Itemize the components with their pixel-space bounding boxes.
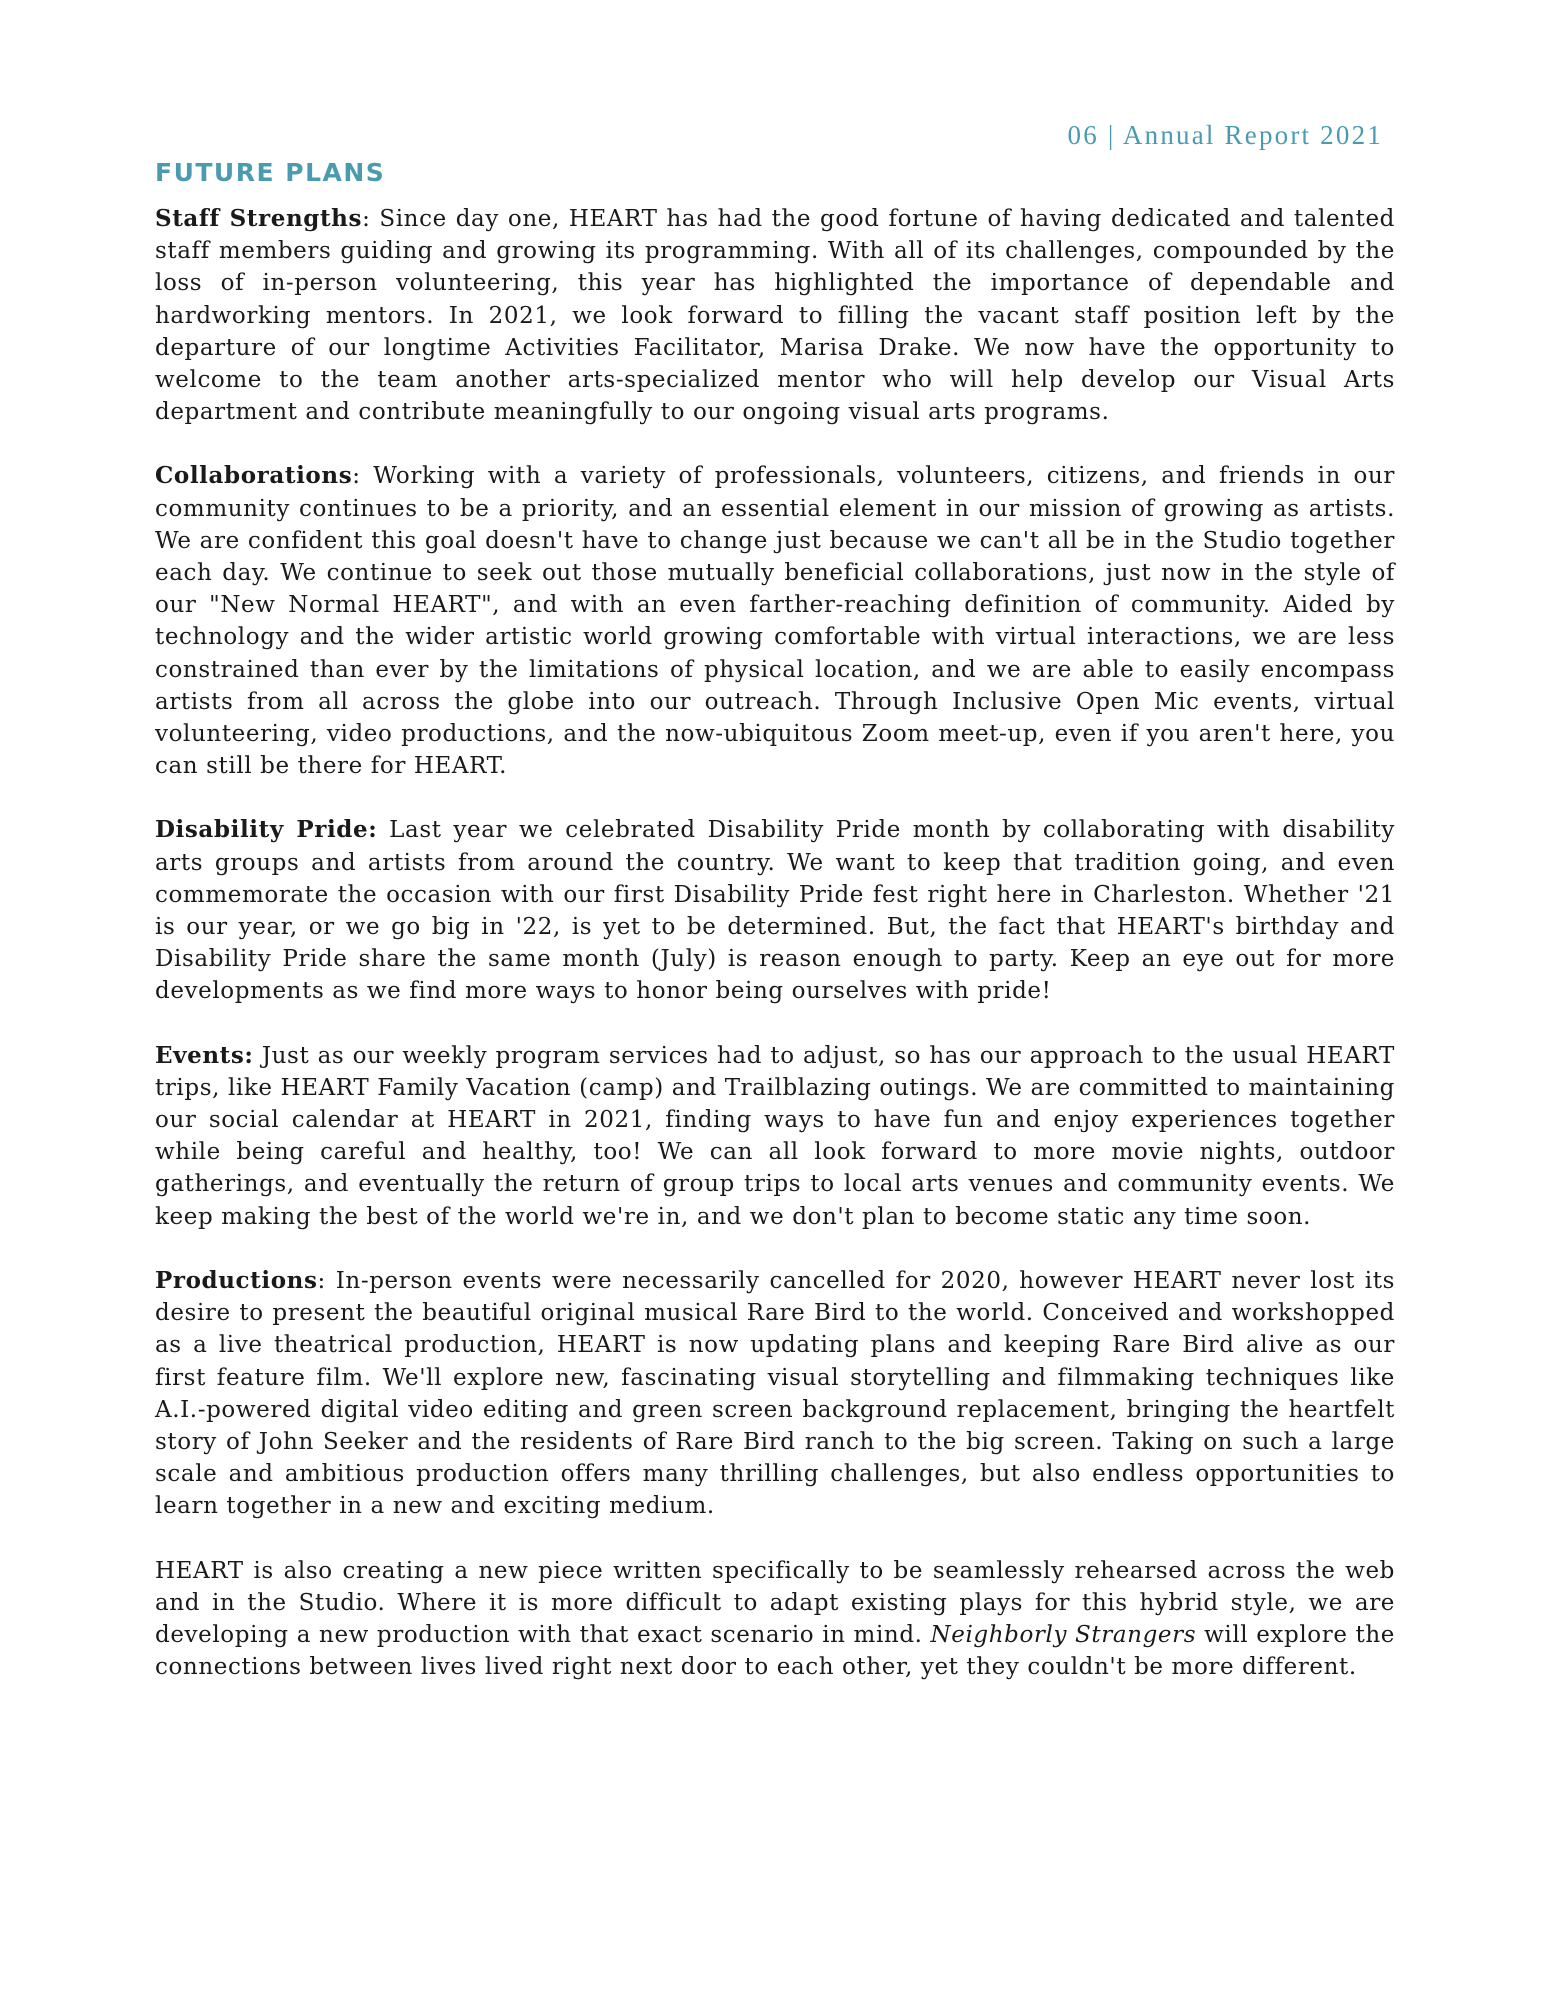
heading-suffix: : (317, 1267, 326, 1294)
paragraph-heading: Events: (155, 1041, 254, 1069)
paragraph-collaborations (155, 460, 1395, 782)
production-title: Neighborly Strangers (930, 1621, 1197, 1648)
paragraph-heading: Staff Strengths (155, 205, 363, 232)
paragraph-staff-strengths (155, 203, 1395, 428)
paragraph-new-production (155, 1555, 1395, 1684)
paragraph-text: HEART is also creating a new piece written specifically to be seamlessly rehearsed across the web and in the Studio. Where it is more difficult to adapt existing plays for this hybrid style, we are developing a new production with that exact scenario in mind. (155, 1557, 1395, 1648)
paragraph-disability-pride (155, 814, 1395, 1007)
paragraph-events (155, 1040, 1395, 1233)
paragraph-heading: Collaborations (155, 462, 353, 490)
page-header: 06 | Annual Report 2021 (1067, 120, 1383, 150)
paragraph-text: will explore the connections between lives lived right next door to each other, yet they couldn't be more different. (155, 1621, 1395, 1681)
paragraph-text: Working with a variety of professionals, volunteers, citizens, and friends in our community continues to be a priority, and an essential element in our mission of growing as artists. We are confident this goal doesn't have to change just because we can't all be in the Studio together each day. We continue to seek out those mutually beneficial collaborations, just now in the style of our "New Normal HEART", and with an even farther-reaching definition of community. Aided by technology and the wider artistic world growing comfortable with virtual interactions, we are less constrained than ever by the limitations of physical location, and we are able to easily encompass artists from all across the globe into our outreach. Through Inclusive Open Mic events, virtual volunteering, video productions, and the now-ubiquitous Zoom meet-up, even if you aren't here, you can still be there for HEART. (155, 463, 1395, 780)
paragraph-text: Just as our weekly program services had to adjust, so has our approach to the usual HEART trips, like HEART Family Vacation (camp) and Trailblazing outings. We are committed to maintaining our social calendar at HEART in 2021, finding ways to have fun and enjoy experiences together while being careful and healthy, too! We can all look forward to more movie nights, outdoor gatherings, and eventually the return of group trips to local arts venues and community events. We keep making the best of the world we're in, and we don't plan to become static any time soon. (155, 1042, 1395, 1230)
paragraph-heading: Productions (155, 1266, 318, 1294)
paragraph-text: Since day one, HEART has had the good fortune of having dedicated and talented staff members guiding and growing its programming. With all of its challenges, compounded by the loss of in-person volunteering, this year has highlighted the importance of dependable and hardworking mentors. In 2021, we look forward to filling the vacant staff position left by the departure of our longtime Activities Facilitator, Marisa Drake. We now have the opportunity to welcome to the team another arts-specialized mentor who will help develop our Visual Arts department and contribute meaningfully to our ongoing visual arts programs. (155, 206, 1395, 426)
paragraph-productions (155, 1265, 1395, 1523)
heading-suffix: : (362, 206, 371, 232)
section-title: FUTURE PLANS (155, 158, 386, 187)
paragraph-text: In-person events were necessarily cancelled for 2020, however HEART never lost its desire to present the beautiful original musical Rare Bird to the world. Conceived and workshopped as a live theatrical production, HEART is now updating plans and keeping Rare Bird alive as our first feature film. We'll explore new, fascinating visual storytelling and filmmaking techniques like A.I.-powered digital video editing and green screen background replacement, bringing the heartfelt story of John Seeker and the residents of Rare Bird ranch to the big screen. Taking on such a large scale and ambitious production offers many thrilling challenges, but also endless opportunities to learn together in a new and exciting medium. (155, 1267, 1395, 1520)
paragraph-text: Last year we celebrated Disability Pride month by collaborating with disability arts groups and artists from around the country. We want to keep that tradition going, and even commemorate the occasion with our first Disability Pride fest right here in Charleston. Whether '21 is our year, or we go big in '22, is yet to be determined. But, the fact that HEART's birthday and Disability Pride share the same month (July) is reason enough to party. Keep an eye out for more developments as we find more ways to honor being ourselves with pride! (155, 817, 1395, 1005)
report-body (155, 203, 1395, 1715)
paragraph-heading: Disability Pride: (155, 816, 378, 844)
heading-suffix: : (352, 463, 361, 490)
